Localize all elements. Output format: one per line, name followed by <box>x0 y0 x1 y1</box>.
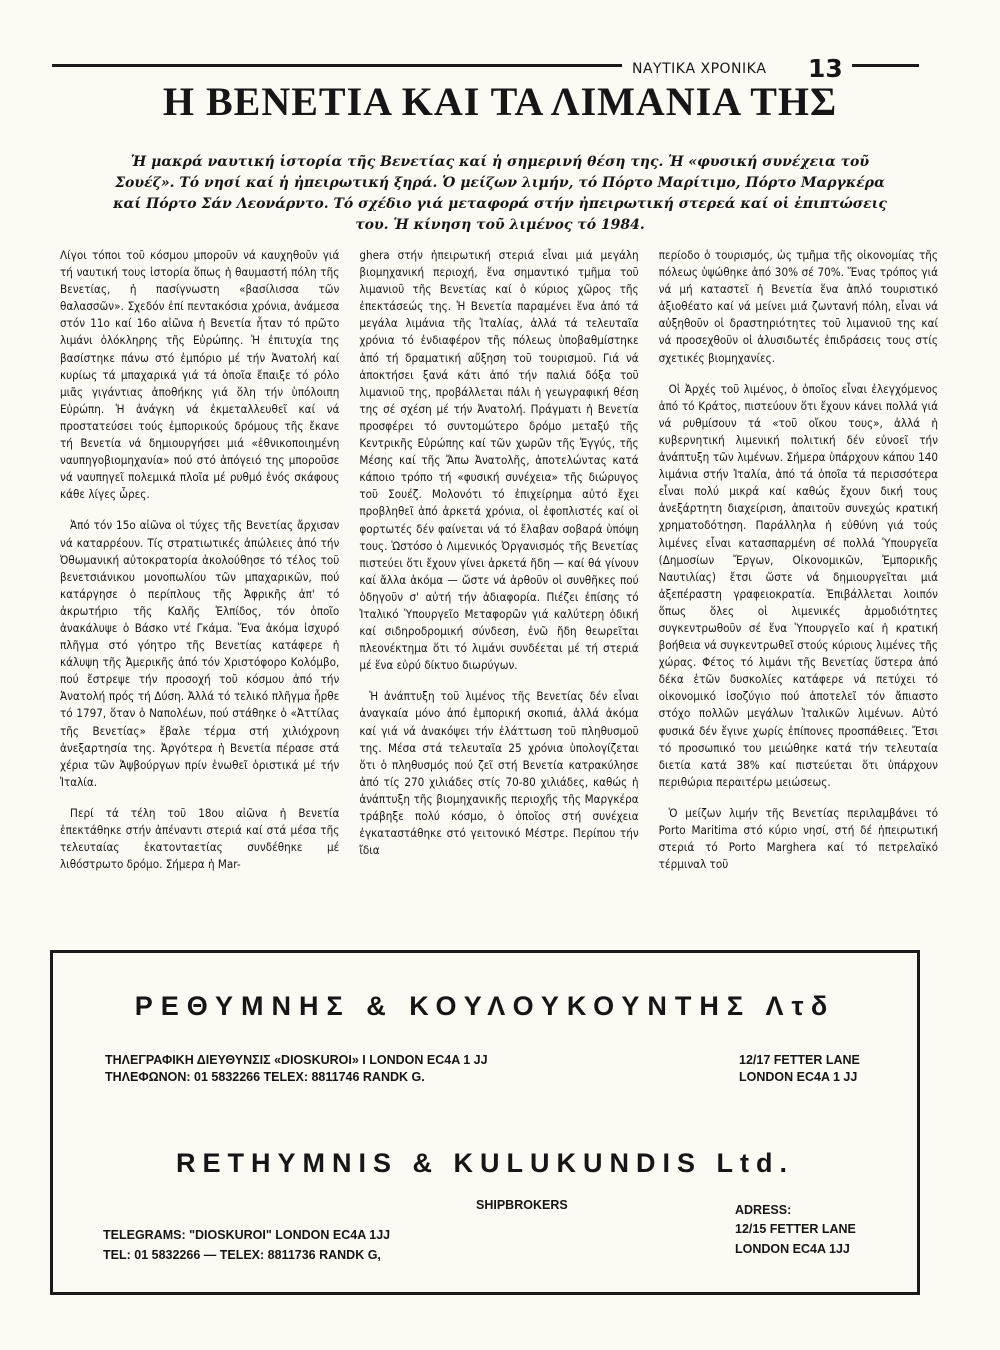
paragraph: Ἀπό τόν 15ο αἰῶνα οἱ τύχες τῆς Βενετίας ἄρχισαν νά καταρρέουν. Τίς στρατιωτικές ἀπώλειες ἀπό τήν Ὀθωμανική αὐτοκρατορία ἀκολούθησε τό τέλος τοῦ βενετσιάνικου μονοπωλίου τῶν μπαχαρικῶν, πού κατάργησε ὁ περίπλους τῆς Ἀφρικῆς ἀπ' τό ἀκρωτήριο τῆς Καλῆς Ἐλπίδος, τόν ὁποῖο ἀνακάλυψε ὁ Βάσκο ντέ Γκάμα. Ἕνα ἀκόμα ἰσχυρό πλῆγμα στό γόητρο τῆς Βενετίας κατάφερε ἡ κάλυψη τῆς Ἀμερικῆς ἀπό τόν Χριστόφορο Κολόμβο, πού ἔστρεψε τήν προσοχή τοῦ κόσμου ἀπό τήν Ἀνατολή πρός τή Δύση. Ἀλλά τό τελικό πλῆγμα ἦρθε τό 1797, ὅταν ὁ Ναπολέων, πού στάθηκε ὁ «Ἀττίλας τῆς Βενετίας» ἔβαλε τέρμα στή χιλιόχρονη ἀνεξαρτησία της. Ἀργότερα ἡ Βενετία πέρασε στά χέρια τῶν Ἀψβούργων πρίν ἑνωθεῖ ὁριστικά μέ τήν Ἰταλία. <box>60 518 340 789</box>
paragraph: ghera στήν ἠπειρωτική στεριά εἶναι μιά μεγάλη βιομηχανική περιοχή, ἕνα σημαντικό τμῆμα τοῦ λιμανιοῦ τῆς Βενετίας καί ὁ κύριος χῶρος τῆς ἐπεκτάσεώς της. Ἡ Βενετία παραμένει ἕνα ἀπό τά μεγάλα λιμάνια τῆς Ἰταλίας, ἀλλά τά τελευταῖα χρόνια τό ἐνδιαφέρον τῆς πόλεως ὑποβαθμίστηκε ἀπό τή δραματική αὔξηση τοῦ τουρισμοῦ. Γιά νά ἀποκτήσει ξανά κάτι ἀπό τήν παλιά δόξα τοῦ λιμανιοῦ της, προβάλλεται πάλι ἡ γεωγραφική θέση της σέ σχέση μέ τήν Ἀνατολή. Πράγματι ἡ Βενετία προσφέρει τό συντομώτερο δρόμο μεταξύ τῆς Κεντρικῆς Εὐρώπης καί τῶν χωρῶν τῆς Ἐγγύς, τῆς Μέσης καί τῆς Ἄπω Ἀνατολῆς, ἀποτελώντας κατά κάποιο τρόπο τή «φυσική συνέχεια» τῆς διώρυγος τοῦ Σουέζ. Μολονότι τό ἐπιχείρημα αὐτό ἔχει προβληθεῖ ἀπό ἀρκετά χρόνια, οἱ ἐφοπλιστές καί οἱ φορτωτές δέν φαίνεται νά τό ἔλαβαν σοβαρά ὑπόψη τους. Ὡστόσο ὁ Λιμενικός Ὀργανισμός τῆς Βενετίας πιστεύει ὅτι ἔχουν γίνει ἀρκετά ἤδη — καί θά γίνουν καί ἄλλα ἀκόμα — ὥστε νά ἀρθοῦν οἱ συνθῆκες πού ὁδηγοῦν σ' αὐτή τήν ἀδιαφορία. Πιέζει ἐπίσης τό Ἰταλικό Ὑπουργεῖο Μεταφορῶν γιά καλύτερη ὁδική καί σιδηροδρομική σύνδεση, ἐνῶ ἤδη θεωρεῖται πλεονέκτημα ὅτι τό λιμάνι συνδέεται μέ τή στεριά μέ ἕνα εὐρύ δίκτυο διωρύγων. <box>359 248 639 673</box>
article-column-2 <box>359 247 638 939</box>
advert-address-label: ADRESS: <box>735 1203 792 1217</box>
advert-english-company-name: RETHYMNIS & KULUKUNDIS Ltd. <box>176 1148 794 1178</box>
paragraph: περίοδο ὁ τουρισμός, ὡς τμῆμα τῆς οἰκονομίας τῆς πόλεως ὑψώθηκε ἀπό 30% σέ 70%. Ἕνας τρόπος γιά νά μή καταστεῖ ἡ Βενετία ἕνα ἁπλό τουριστικό ἀξιοθέατο καί νά μείνει μιά ζωντανή πόλη, εἶναι νά αὐξηθοῦν οἱ δραστηριότητες τοῦ λιμανιοῦ της καί νά προσεχθοῦν οἱ ἀλυσιδωτές ἐπιδράσεις τους στίς σχετικές βιομηχανίες. <box>658 248 938 365</box>
article-column-3 <box>659 247 938 939</box>
article-subtitle: Ἡ μακρά ναυτική ἱστορία τῆς Βενετίας καί ἡ σημερινή θέση της. Ἡ «φυσική συνέχεια τοῦ Σουέζ». Τό νησί καί ἡ ἠπειρωτική ξηρά. Ὁ μείζων λιμήν, τό Πόρτο Μαρίτιμο, Πόρτο Μαργκέρα καί Πόρτο Σάν Λεονάρντο. Τό σχέδιο γιά μεταφορά στήν ἠπειρωτική στερεά καί οἱ ἐπιπτώσεις του. Ἡ κίνηση τοῦ λιμένος τό 1984. <box>113 154 887 233</box>
paragraph: Ἡ ἀνάπτυξη τοῦ λιμένος τῆς Βενετίας δέν εἶναι ἀναγκαία μόνο ἀπό ἐμπορική σκοπιά, ἀλλά ἀκόμα καί γιά νά ἀνακόψει τήν ἐλάττωση τοῦ πληθυσμοῦ της. Μέσα στά τελευταῖα 25 χρόνια ὑπολογίζεται ὅτι ὁ πληθυσμός πού ζεῖ στή Βενετία κατρακύλησε ἀπό τίς 270 χιλιάδες στίς 70-80 χιλιάδες, καθώς ἡ ἀνάπτυξη τῆς βιομηχανικῆς περιοχῆς τῆς Μαργκέρα τράβηξε πολύ κόσμο, ὁ ὁποῖος στή συνέχεια ἐγκαταστάθηκε στό γειτονικό Μέστρε. Περίπου τήν ἴδια <box>359 689 639 858</box>
advert-english-telegram-line: TELEGRAMS: "DIOSKUROI" LONDON EC4A 1JJ <box>103 1228 391 1242</box>
paragraph: Λίγοι τόποι τοῦ κόσμου μποροῦν νά καυχηθοῦν γιά τή ναυτική τους ἱστορία ὅπως ἡ θαυμαστή πόλη τῆς Βενετίας, ἡ πασίγνωστη «βασίλισσα τῶν θαλασσῶν». Σχεδόν ἐπί πεντακόσια χρόνια, ἀνάμεσα στόν 11ο καί 16ο αἰῶνα ἡ Βενετία ἦταν τό πρῶτο λιμάνι ὁλόκληρης τῆς Εὐρώπης. Ἡ ἐπιτυχία της βασίστηκε πάνω στό ἐμπόριο μέ τήν Ἀνατολή καί κυρίως τά μπαχαρικά γιά τά ὁποῖα ἔπαιξε τό ρόλο μιᾶς γιγάντιας ἀποθήκης γιά ὅλη τήν ὑπόλοιπη Εὐρώπη. Ἡ ἀνάγκη νά ἐκμεταλλευθεῖ καί νά προστατεύσει τούς ἐμπορικούς δρόμους τῆς ἔκανε τή Βενετία νά δημιουργήσει μιά «ἐθνικοποιημένη ναυπηγοβιομηχανία» πού στό ἀπόγειό της μποροῦσε νά ναυπηγεῖ πολεμικά πλοῖα μέ ρυθμό ἑνός σκάφους κάθε λίγες ὧρες. <box>60 248 340 502</box>
paragraph: Οἱ Ἀρχές τοῦ λιμένος, ὁ ὁποῖος εἶναι ἐλεγχόμενος ἀπό τό Κράτος, πιστεύουν ὅτι ἔχουν κάνει πολλά γιά νά ρυθμίσουν τά «τοῦ οἴκου τους», ἀλλά ἡ κυβερνητική λιμενική πολιτική δέν εὐνοεῖ τήν ἀνάπτυξη τῶν λιμένων. Σήμερα ὑπάρχουν κάπου 140 λιμάνια στήν Ἰταλία, ἀπό τά ὁποῖα τά περισσότερα εἶναι πολύ μικρά καί καθώς ἔχουν δική τους ἀνεξάρτητη διαχείριση, ἀπαιτοῦν συνεχώς κρατική χρηματοδότηση. Παράλληλα ἡ εὐθύνη γιά τούς λιμένες εἶναι κατασπαρμένη σέ πολλά Ὑπουργεῖα (Δημοσίων Ἔργων, Οἰκονομικῶν, Ἐμπορικῆς Ναυτιλίας) ἔτσι ὥστε νά δημιουργεῖται μιά ἀξεπέραστη γραφειοκρατία. Ἐπιβάλλεται λοιπόν ὅπως ὅλες οἱ λιμενικές ἁρμοδιότητες συγκεντρωθοῦν σέ ἕνα Ὑπουργεῖο καί ἡ κρατική βοήθεια νά συγκεντρωθεῖ στούς κύριους λιμένες τῆς χώρας. Φέτος τό λιμάνι τῆς Βενετίας ὕστερα ἀπό δέκα ἐτῶν δυσκολίες κατάφερε νά πετύχει τό οἰκονομικό ἰσοζύγιο πού ἀποτελεῖ τόν ἄπιαστο στόχο πολλῶν μεγάλων Ἰταλικῶν λιμένων. Αὐτό φυσικά δέν ἔγινε χωρίς ἐπίπονες προσπάθειες. Ἔτσι τό προσωπικό του μειώθηκε κατά τήν τελευταία διετία κατά 38% καί πιστεύεται ὅτι ὑπάρχουν περιθώρια περαιτέρω μειώσεως. <box>658 381 938 789</box>
paragraph: Ὁ μείζων λιμήν τῆς Βενετίας περιλαμβάνει τό Porto Maritima στό κύριο νησί, στή δέ ἠπειρωτική στεριά τό Porto Marghera καί τό πετρελαϊκό τέρμιναλ τοῦ <box>658 805 938 872</box>
advert-english-address-2: LONDON EC4A 1JJ <box>735 1242 850 1256</box>
header-rule-left <box>52 64 622 67</box>
article-title: Η ΒΕΝΕΤΙΑ ΚΑΙ ΤΑ ΛΙΜΑΝΙΑ ΤΗΣ <box>162 79 838 124</box>
page-number: 13 <box>808 54 843 83</box>
running-head: ΝΑΥΤΙΚΑ ΧΡΟΝΙΚΑ <box>632 61 767 77</box>
advert-english-phone-line: TEL: 01 5832266 — TELEX: 8811736 RANDK G, <box>103 1248 381 1262</box>
advertisement-box <box>50 950 920 1295</box>
header-rule-right <box>852 64 919 67</box>
advert-english-address-1: 12/15 FETTER LANE <box>735 1222 856 1236</box>
advert-greek-telegram-line: ΤΗΛΕΓΡΑΦΙΚΗ ΔΙΕΥΘΥΝΣΙΣ «DIOSKUROI» I LONDON EC4A 1 JJ <box>105 1053 488 1067</box>
advert-greek-address-1: 12/17 FETTER LANE <box>739 1053 860 1067</box>
advert-shipbrokers-label: SHIPBROKERS <box>476 1198 568 1212</box>
article-body <box>60 247 938 939</box>
paragraph: Περί τά τέλη τοῦ 18ου αἰῶνα ἡ Βενετία ἐπεκτάθηκε στήν ἀπέναντι στεριά καί στά μέσα τῆς τελευταίας ἑκατονταετίας συνδέθηκε μέ λιθόστρωτο δρόμο. Σήμερα ἡ Mar- <box>60 805 340 872</box>
advert-greek-phone-line: ΤΗΛΕΦΩΝΟΝ: 01 5832266 TELEX: 8811746 RANDK G. <box>105 1070 425 1084</box>
advert-greek-company-name: ΡΕΘΥΜΝΗΣ & ΚΟΥΛΟΥΚΟΥΝΤΗΣ Λτδ <box>134 991 836 1021</box>
advert-greek-address-2: LONDON EC4A 1 JJ <box>739 1070 858 1084</box>
article-column-1 <box>60 247 339 939</box>
